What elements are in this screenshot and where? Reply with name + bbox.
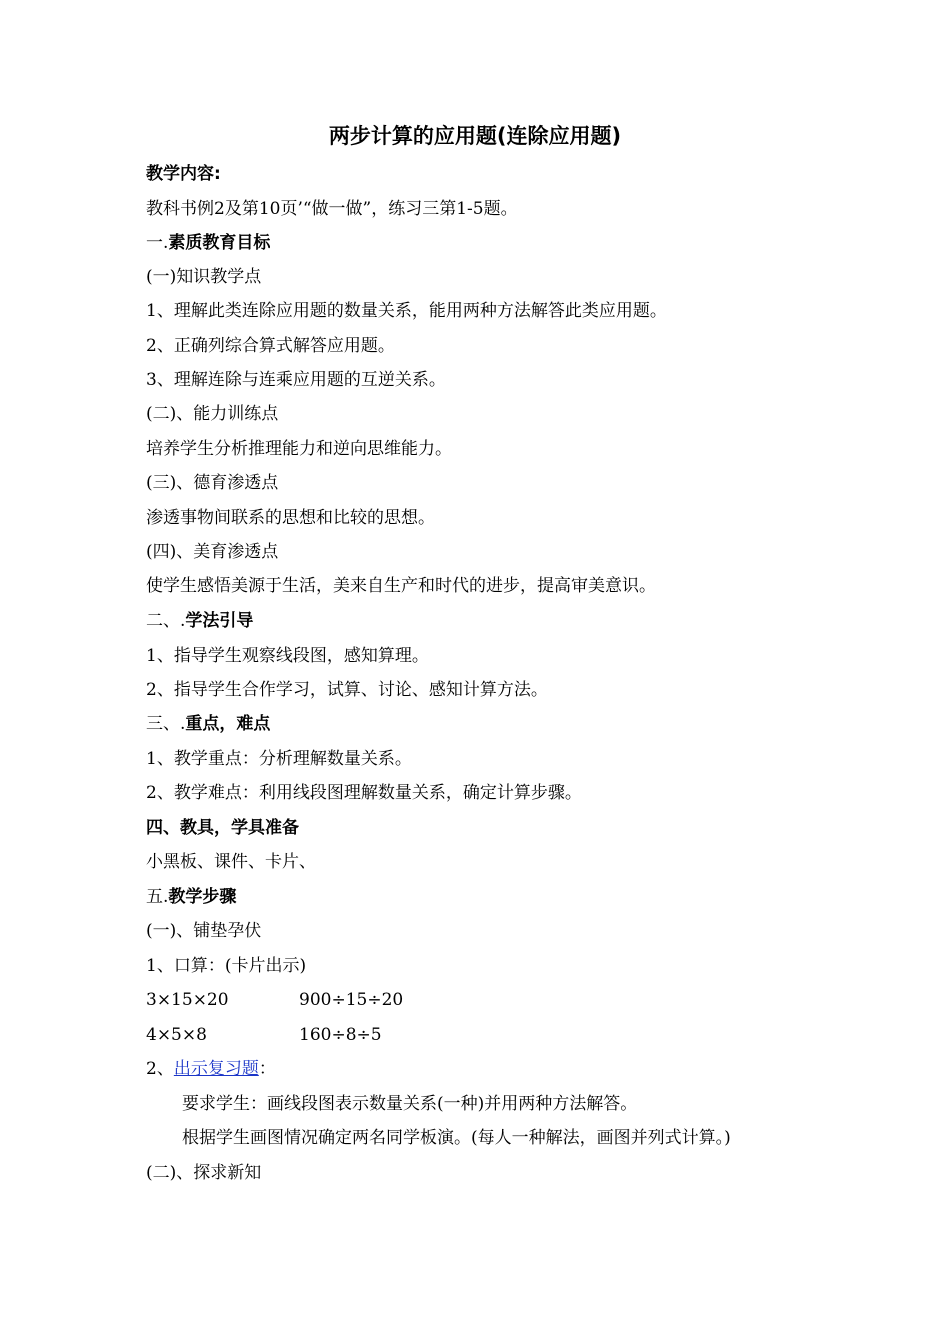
section1-sub4: (四)、美育渗透点	[146, 542, 279, 562]
calc-right: 160÷8÷5	[299, 1025, 382, 1045]
section5-item1: 1、口算：(卡片出示)	[146, 956, 307, 976]
section1-prefix: 一.	[146, 233, 169, 253]
section4-text: 小黑板、课件、卡片、	[146, 852, 316, 872]
section1-title: 素质教育目标	[168, 233, 271, 253]
section1-text3: 渗透事物间联系的思想和比较的思想。	[146, 508, 435, 528]
section3-item-2: 2、教学难点：利用线段图理解数量关系，确定计算步骤。	[146, 783, 582, 803]
section1-item-2: 2、正确列综合算式解答应用题。	[146, 336, 395, 356]
content-heading: 教学内容:	[146, 164, 221, 184]
calc-right: 900÷15÷20	[299, 990, 404, 1010]
section2-item-2: 2、指导学生合作学习，试算、讨论、感知计算方法。	[146, 680, 548, 700]
section1-text2: 培养学生分析推理能力和逆向思维能力。	[146, 439, 452, 459]
section1-item-1: 1、理解此类连除应用题的数量关系，能用两种方法解答此类应用题。	[146, 301, 667, 321]
section5-prefix: 五.	[146, 887, 169, 907]
section1-sub3: (三)、德育渗透点	[146, 473, 279, 493]
content-text: 教科书例2及第10页’“做一做”，练习三第1-5题。	[146, 199, 518, 219]
section2-item-1: 1、指导学生观察线段图，感知算理。	[146, 646, 429, 666]
section1-item-3: 3、理解连除与连乘应用题的互逆关系。	[146, 370, 446, 390]
calc-row-2	[146, 1023, 382, 1047]
section5-sub1: (一)、铺垫孕伏	[146, 921, 262, 941]
section3-heading	[146, 712, 270, 736]
section1-heading	[146, 231, 270, 255]
section2-heading	[146, 609, 253, 633]
section5-indent2: 根据学生画图情况确定两名同学板演。(每人一种解法，画图并列式计算。)	[182, 1128, 731, 1148]
review-question-link[interactable]: 出示复习题	[173, 1059, 259, 1079]
section3-prefix: 三、.	[146, 714, 186, 734]
section5-indent1: 要求学生：画线段图表示数量关系(一种)并用两种方法解答。	[182, 1094, 638, 1114]
item2-prefix: 2、	[146, 1059, 174, 1079]
calc-left: 4×5×8	[146, 1025, 207, 1045]
item2-suffix: ：	[258, 1059, 276, 1079]
section2-prefix: 二、.	[146, 611, 186, 631]
section3-title: 重点，难点	[185, 714, 271, 734]
section1-sub2: (二)、能力训练点	[146, 404, 279, 424]
page-title: 两步计算的应用题(连除应用题)	[328, 124, 622, 148]
section4-heading: 四、教具，学具准备	[146, 818, 299, 838]
section5-item2	[146, 1057, 276, 1081]
section1-sub1: (一)知识教学点	[146, 267, 262, 287]
section3-item-1: 1、教学重点：分析理解数量关系。	[146, 749, 412, 769]
section5-sub2: (二)、探求新知	[146, 1163, 262, 1183]
section5-heading	[146, 885, 236, 909]
calc-left: 3×15×20	[146, 990, 229, 1010]
calc-row-1	[146, 988, 404, 1012]
section1-text4: 使学生感悟美源于生活，美来自生产和时代的进步，提高审美意识。	[146, 576, 656, 596]
section2-title: 学法引导	[185, 611, 254, 631]
section5-title: 教学步骤	[168, 887, 237, 907]
